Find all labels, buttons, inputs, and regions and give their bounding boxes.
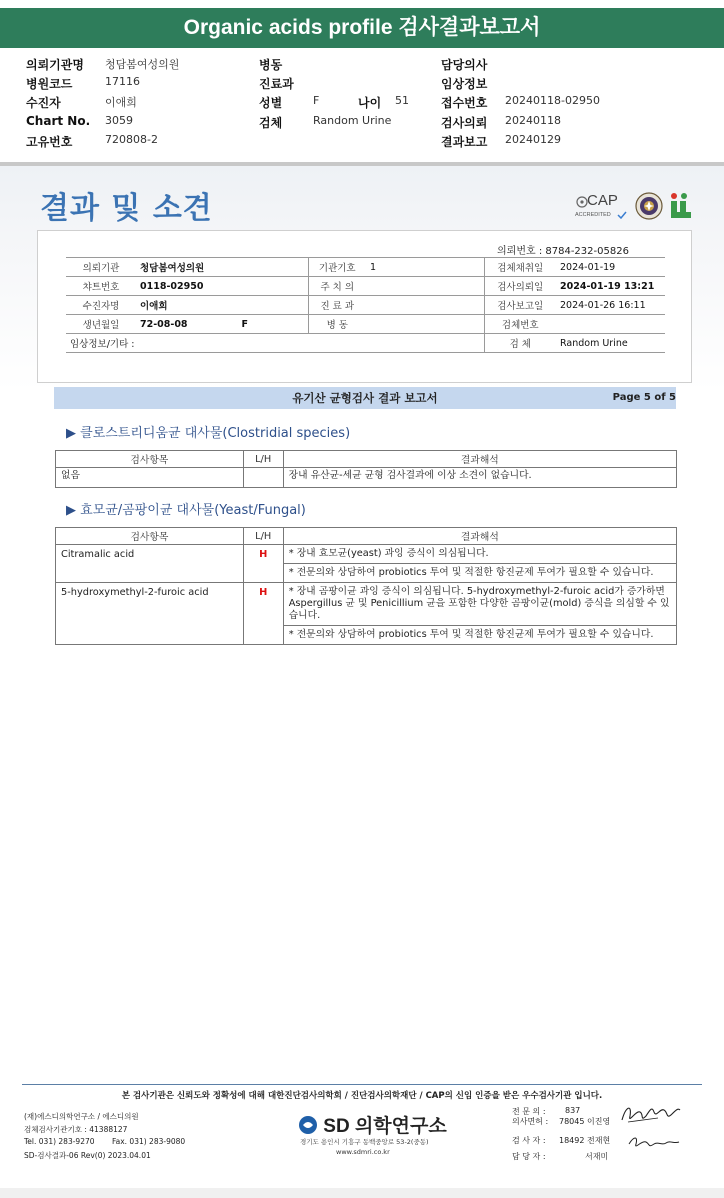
cap-subtitle: ACCREDITED (575, 212, 611, 218)
cell-value: 청담봄여성의원 (136, 258, 308, 277)
chart-no-label: Chart No. (26, 114, 91, 128)
lh-cell (243, 468, 283, 488)
patient-info-table (66, 257, 665, 353)
cell-value: 0118-02950 (136, 277, 308, 296)
manager-value: 서재미 (585, 1152, 609, 1161)
form-number: SD-검사결과-06 Rev(0) 2023.04.01 (24, 1151, 151, 1160)
interp-cell (283, 583, 676, 645)
section-bar (54, 387, 676, 409)
column-header: L/H (243, 528, 283, 545)
report-date-label: 결과보고 (441, 135, 488, 149)
page-bottom-margin (0, 1188, 724, 1198)
ward-label: 병동 (259, 58, 283, 72)
org-tel: Tel. 031) 283-9270 (24, 1137, 95, 1146)
request-date-label: 검사의뢰 (441, 116, 488, 130)
column-header: 결과해석 (283, 451, 676, 468)
sd-logo-text: SD 의학연구소 (323, 1116, 447, 1137)
item-cell: 5-hydroxymethyl-2-furoic acid (56, 583, 244, 645)
specialist-signature (618, 1100, 682, 1128)
org-code: 검체검사기관기호 : 41388127 (24, 1125, 128, 1134)
patient-value: 이애희 (105, 96, 137, 109)
footer-divider (22, 1084, 702, 1085)
table-header-row (56, 451, 677, 468)
fungal-heading: ▶ 효모균/곰팡이균 대사물(Yeast/Fungal) (66, 503, 306, 518)
table-row (66, 258, 665, 277)
clostridial-table (55, 450, 677, 488)
manager-label: 담 당 자 : (512, 1152, 546, 1161)
specimen-value: Random Urine (313, 114, 392, 127)
cell-label: 주 치 의 (308, 277, 366, 296)
request-date-value: 20240118 (505, 114, 561, 127)
column-header: L/H (243, 451, 283, 468)
cell-label: 수진자명 (66, 296, 136, 315)
cell-label: 진 료 과 (308, 296, 366, 315)
doctor-label: 담당의사 (441, 58, 488, 72)
receipt-no-value: 20240118-02950 (505, 94, 600, 107)
fungal-table (55, 527, 677, 645)
org-fax: Fax. 031) 283-9080 (112, 1137, 186, 1146)
age-label: 나이 (358, 96, 382, 110)
kslm-seal-icon (635, 192, 663, 220)
interp-cell: 장내 유산균-세균 균형 검사결과에 이상 소견이 없습니다. (283, 468, 676, 488)
report-date-value: 20240129 (505, 133, 561, 146)
hospital-code-value: 17116 (105, 75, 140, 88)
hospital-label: 의뢰기관명 (26, 58, 84, 72)
cell-label: 챠트번호 (66, 277, 136, 296)
tester-label: 검 사 자 : (512, 1136, 546, 1145)
cell-value: 1 (366, 258, 484, 277)
cell-value (366, 315, 484, 334)
section-title: 유기산 균형검사 결과 보고서 (292, 391, 438, 405)
patient-label: 수진자 (26, 96, 61, 110)
interp-line: * 장내 효모균(yeast) 과잉 증식이 의심됩니다. (284, 545, 676, 564)
lab-address: 경기도 용인시 기흥구 동백중앙로 53-2(중동) (300, 1138, 429, 1146)
department-label: 진료과 (259, 77, 294, 91)
column-header: 검사항목 (56, 528, 244, 545)
license-value: 78045 이진영 (559, 1117, 611, 1126)
results-heading: 결과 및 소견 (40, 191, 213, 226)
cell-label: 검사보고일 (484, 296, 556, 315)
lh-cell: H (243, 583, 283, 645)
cap-title: CAP (587, 192, 618, 209)
column-header: 검사항목 (56, 451, 244, 468)
table-row (66, 334, 665, 353)
sd-logo-icon (298, 1115, 318, 1135)
cell-label: 병 동 (308, 315, 366, 334)
clinical-info-label: 임상정보 (441, 77, 488, 91)
cell-value: 2024-01-19 13:21 (556, 277, 665, 296)
page-indicator: Page 5 of 5 (612, 392, 676, 403)
unique-no-value: 720808-2 (105, 133, 158, 146)
interp-cell (283, 545, 676, 583)
specimen-label: 검체 (259, 116, 283, 130)
chart-no-value: 3059 (105, 114, 133, 127)
org-name: (재)에스디의학연구소 / 에스디의원 (24, 1112, 139, 1121)
sd-logo (298, 1111, 447, 1138)
age-value: 51 (395, 94, 409, 107)
tester-signature (626, 1132, 682, 1152)
table-row (56, 468, 677, 488)
certification-notice: 본 검사기관은 신뢰도와 정확성에 대해 대한진단검사의학회 / 진단검사의학재단 / CAP의 신임 인증을 받은 우수검사기관 입니다. (121, 1091, 603, 1101)
clostridial-heading: ▶ 클로스트리디움균 대사물(Clostridial species) (66, 426, 351, 441)
birthdate-value: 72-08-08 (140, 318, 188, 330)
cell-label: 생년월일 (66, 315, 136, 334)
table-row (66, 315, 665, 334)
check-icon (617, 211, 627, 219)
lh-cell: H (243, 545, 283, 583)
cell-label: 검 체 (484, 334, 556, 353)
table-row (66, 296, 665, 315)
hospital-code-label: 병원코드 (26, 77, 73, 91)
report-title-bar (0, 8, 724, 48)
column-header: 결과해석 (283, 528, 676, 545)
interp-line: * 전문의와 상담하여 probiotics 투여 및 적절한 항진균제 투여가 필요할 수 있습니다. (288, 567, 654, 578)
cell-value: 2024-01-26 16:11 (556, 296, 665, 315)
sex-label: 성별 (259, 96, 283, 110)
specialist-no: 837 (565, 1106, 581, 1115)
cell-label: 기관기호 (308, 258, 366, 277)
lab-website: www.sdmri.co.kr (336, 1148, 390, 1156)
cap-logo (575, 192, 629, 222)
cell-value (366, 296, 484, 315)
cell-label: 검체번호 (484, 315, 556, 334)
specialist-label: 전 문 의 : (512, 1107, 546, 1116)
cell-value (136, 315, 308, 334)
item-cell: Citramalic acid (56, 545, 244, 583)
cell-label: 검사의뢰일 (484, 277, 556, 296)
receipt-no-label: 접수번호 (441, 96, 488, 110)
unique-no-label: 고유번호 (26, 135, 73, 149)
interp-line: * 장내 곰팡이균 과잉 증식이 의심됩니다. 5-hydroxymethyl-2-furoic acid가 증가하면 Aspergillus 균 및 Penicillium 균을 포함한 다양한 곰팡이균(mold) 증식을 의심할 수 있습니다. (284, 583, 676, 626)
license-label: 의사면허 : (512, 1117, 549, 1126)
table-header-row (56, 528, 677, 545)
lab-certification-icon (669, 192, 693, 220)
interp-line: * 전문의와 상담하여 probiotics 투여 및 적절한 항진균제 투여가 필요할 수 있습니다. (288, 629, 654, 640)
request-number: 의뢰번호 : 8784-232-05826 (497, 246, 629, 257)
cell-label: 의뢰기관 (66, 258, 136, 277)
cell-value: Random Urine (556, 334, 665, 353)
cell-value: 이애희 (136, 296, 308, 315)
sex-value: F (241, 318, 249, 330)
tester-value: 18492 전재현 (559, 1136, 611, 1145)
table-row (56, 583, 677, 645)
cell-label: 임상정보/기타 : (66, 334, 484, 353)
cell-label: 검체채취일 (484, 258, 556, 277)
cell-value (556, 315, 665, 334)
table-row (66, 277, 665, 296)
sex-value: F (313, 94, 320, 107)
hospital-value: 청담봄여성의원 (105, 58, 180, 71)
table-row (56, 545, 677, 583)
cell-value (366, 277, 484, 296)
cell-value: 2024-01-19 (556, 258, 665, 277)
item-cell: 없음 (56, 468, 244, 488)
report-title: Organic acids profile 검사결과보고서 (183, 16, 541, 39)
